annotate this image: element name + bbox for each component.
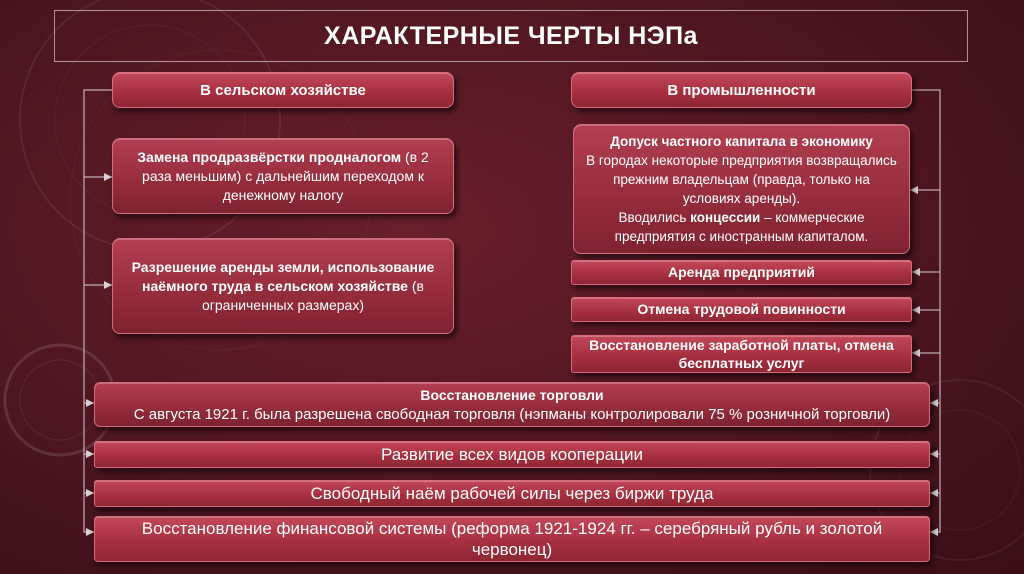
private-capital-line3-pre: Вводились — [618, 210, 691, 225]
industry-item-labor-duty — [571, 297, 912, 322]
industry-wages-label: Восстановление заработной платы, отмена бесплатных услуг — [589, 337, 894, 371]
agriculture-item-lease-text — [123, 258, 443, 315]
private-capital-line3-post: – коммерческие предприятия с иностранным капиталом. — [614, 210, 869, 244]
trade-box — [94, 382, 930, 427]
cooperation-box — [94, 441, 930, 468]
industry-item-wages — [571, 335, 912, 373]
agriculture-item-tax-rest: (в 2 раза меньшим) с дальнейшим переходом к денежному налогу — [142, 148, 429, 203]
trade-title: Восстановление торговли — [420, 386, 604, 403]
industry-labor-duty-label: Отмена трудовой повинности — [637, 301, 846, 317]
industry-header — [571, 72, 912, 108]
labor-exchange-label: Свободный наём рабочей силы через биржи труда — [310, 484, 714, 503]
agriculture-item-lease-rest: (в ограниченных размерах) — [202, 277, 424, 313]
industry-header-label: В промышленности — [667, 81, 816, 99]
private-capital-line2: В городах некоторые предприятия возвращались прежним владельцам (правда, только на условиях аренды). — [586, 153, 897, 206]
private-capital-concessions: концессии — [690, 210, 761, 225]
industry-item-private-capital — [573, 124, 910, 254]
trade-text: С августа 1921 г. была разрешена свободная торговля (нэпманы контролировали 75 % розничной торговли) — [133, 405, 891, 423]
agriculture-item-tax — [112, 138, 454, 214]
finance-box — [94, 516, 930, 562]
agriculture-item-lease-bold: Разрешение аренды земли, использование наёмного труда в сельском хозяйстве — [131, 258, 435, 294]
industry-lease-label: Аренда предприятий — [668, 264, 815, 280]
agriculture-item-lease — [112, 238, 454, 334]
agriculture-header-label: В сельском хозяйстве — [200, 81, 366, 99]
agriculture-item-tax-bold: Замена продразвёрстки продналогом — [137, 148, 402, 165]
cooperation-label: Развитие всех видов кооперации — [381, 445, 643, 464]
industry-item-lease — [571, 260, 912, 285]
labor-exchange-box — [94, 480, 930, 507]
page-title: ХАРАКТЕРНЫЕ ЧЕРТЫ НЭПа — [324, 21, 698, 50]
finance-label: Восстановление финансовой системы (реформа 1921-1924 гг. – серебряный рубль и золотой червонец) — [141, 519, 883, 559]
agriculture-header — [112, 72, 454, 108]
private-capital-title: Допуск частного капитала в экономику — [610, 134, 873, 149]
agriculture-item-tax-text — [123, 148, 443, 205]
private-capital-line3 — [584, 208, 899, 246]
